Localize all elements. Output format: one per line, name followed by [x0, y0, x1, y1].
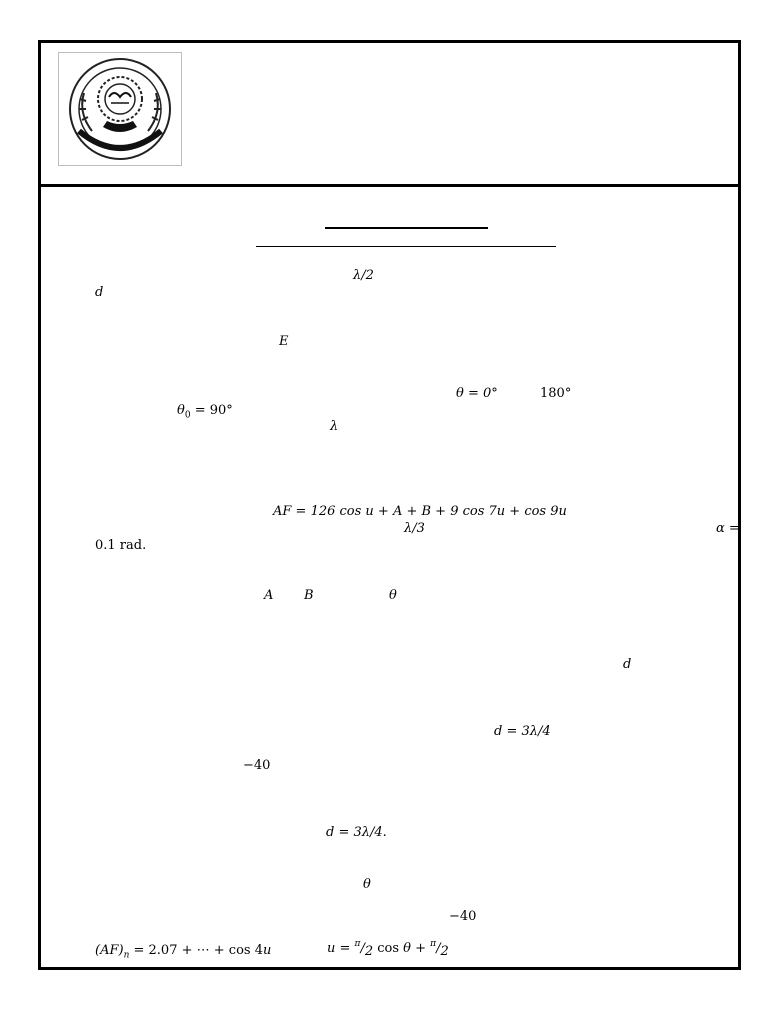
- math-minus40-2: −40: [449, 909, 477, 924]
- math-alpha-value: 0.1 rad.: [95, 538, 147, 553]
- math-d-three-quarter-2: d = 3λ/4.: [326, 825, 387, 840]
- math-d-three-quarter: d = 3λ/4: [494, 724, 551, 739]
- header-divider: [38, 184, 738, 187]
- math-d: d: [95, 285, 104, 300]
- title-underline: [325, 227, 488, 229]
- math-lambda: λ: [330, 419, 339, 434]
- math-alpha: α =: [716, 521, 740, 536]
- math-d-2: d: [623, 657, 632, 672]
- math-a: A: [264, 588, 274, 603]
- math-lambda-third: λ/3: [404, 521, 425, 536]
- institution-seal-icon: [58, 52, 182, 166]
- math-e-field: E: [279, 334, 289, 349]
- math-180-deg: 180°: [540, 386, 572, 401]
- math-b: B: [304, 588, 314, 603]
- math-lambda-half: λ/2: [353, 268, 374, 283]
- math-theta: θ: [389, 588, 397, 603]
- math-array-factor: AF = 126 cos u + A + B + 9 cos 7u + cos 9u: [273, 504, 567, 519]
- subtitle-underline: [256, 246, 556, 247]
- math-theta-2: θ: [363, 877, 371, 892]
- math-theta0: $\theta_0 = 90^\circ$: [177, 403, 233, 421]
- math-minus40: −40: [243, 758, 271, 773]
- math-u-definition: u = $^\pi$/2 cos θ + $^\pi$/2: [327, 939, 449, 959]
- math-normalized-af: $(AF)_n = 2.07$ + ⋯ + cos 4u: [95, 943, 272, 961]
- math-theta-zero: θ = 0°: [456, 386, 498, 401]
